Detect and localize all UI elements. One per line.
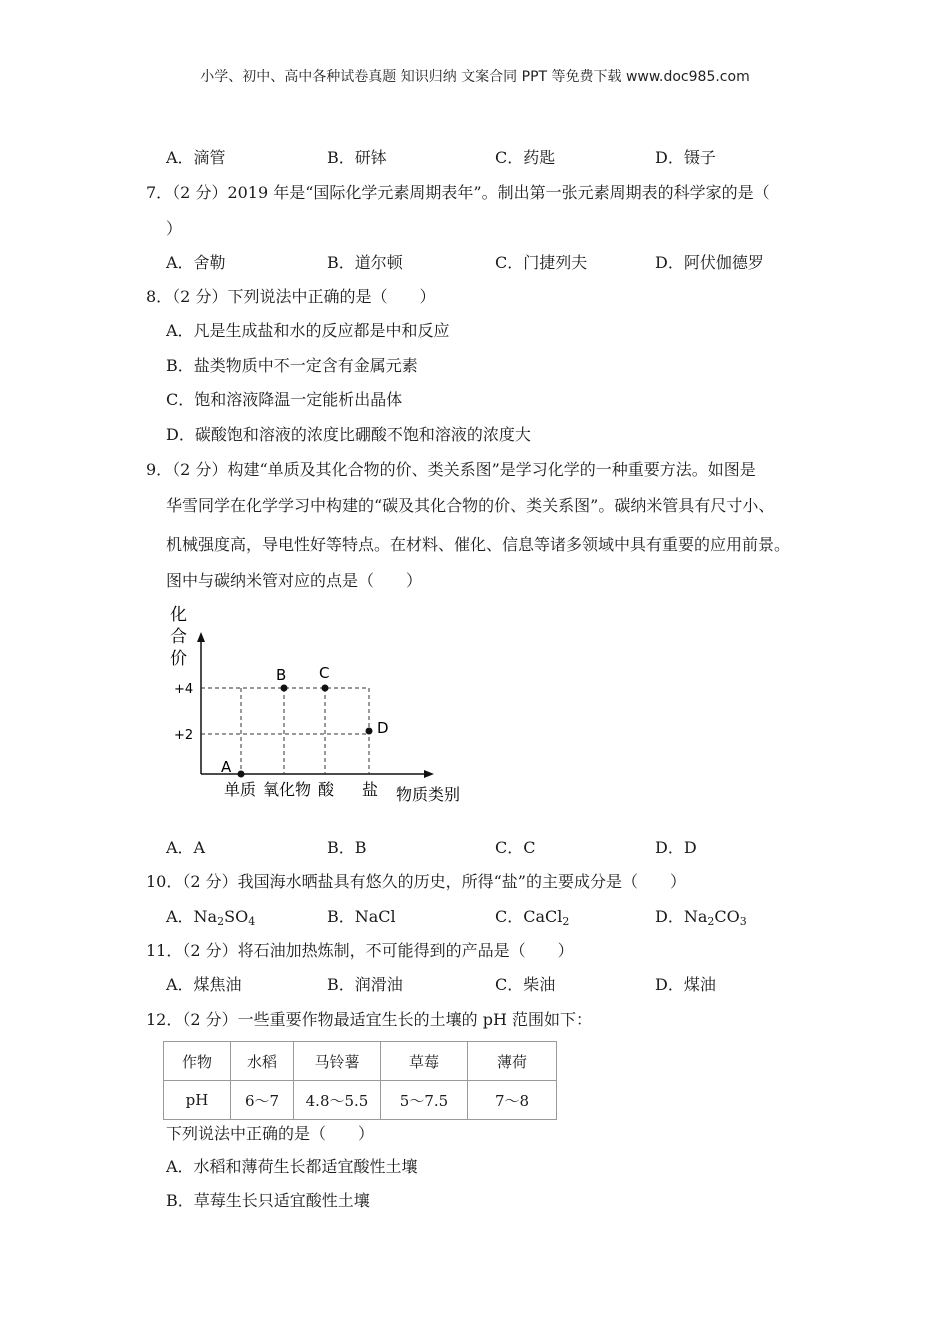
q10-option-b[interactable]: B．NaCl xyxy=(327,907,396,926)
q8-option-b[interactable]: B．盐类物质中不一定含有金属元素 xyxy=(166,356,418,375)
y-axis-label-char-3: 价 xyxy=(170,649,187,669)
table-cell: 薄荷 xyxy=(468,1042,557,1081)
table-cell: 水稻 xyxy=(231,1042,294,1081)
q9-option-b[interactable]: B．B xyxy=(327,838,367,857)
q7-stem-cont: ） xyxy=(166,219,183,238)
q11-option-a[interactable]: A．煤焦油 xyxy=(166,975,242,994)
q8-option-a[interactable]: A．凡是生成盐和水的反应都是中和反应 xyxy=(166,321,450,340)
q12-question: 下列说法中正确的是（ ） xyxy=(166,1124,375,1143)
point-label-b: B xyxy=(276,666,287,684)
q7-option-a[interactable]: A．舍勒 xyxy=(166,253,226,272)
q9-option-d[interactable]: D．D xyxy=(655,838,697,857)
table-header-row xyxy=(164,1042,557,1081)
x-axis-arrow-icon xyxy=(424,770,434,778)
q11-option-b[interactable]: B．润滑油 xyxy=(327,975,403,994)
table-cell: 草莓 xyxy=(381,1042,468,1081)
x-category-acid: 酸 xyxy=(318,780,335,799)
table-cell: 4.8～5.5 xyxy=(294,1081,381,1120)
q9-option-c[interactable]: C．C xyxy=(495,838,536,857)
q9-stem-line1: 9．（2 分）构建“单质及其化合物的价、类关系图”是学习化学的一种重要方法。如图是 xyxy=(146,460,756,479)
q10-stem: 10．（2 分）我国海水晒盐具有悠久的历史，所得“盐”的主要成分是（ ） xyxy=(146,872,686,891)
page-header-banner: 小学、初中、高中各种试卷真题 知识归纳 文案合同 PPT 等免费下载 www.doc985.com xyxy=(200,69,750,85)
q6-option-a[interactable]: A．滴管 xyxy=(166,148,226,167)
table-cell: 6～7 xyxy=(231,1081,294,1120)
q6-option-d[interactable]: D．镊子 xyxy=(655,148,716,167)
q11-option-d[interactable]: D．煤油 xyxy=(655,975,716,994)
valence-category-chart xyxy=(160,600,480,810)
q6-option-b[interactable]: B．研钵 xyxy=(327,148,387,167)
q10-option-d[interactable]: D．$Na_2CO_3$ xyxy=(655,907,747,928)
y-axis-label-char-2: 合 xyxy=(170,627,187,647)
q7-option-c[interactable]: C．门捷列夫 xyxy=(495,253,588,272)
x-category-oxide: 氧化物 xyxy=(263,780,312,799)
point-b xyxy=(281,685,288,692)
q8-option-c[interactable]: C．饱和溶液降温一定能析出晶体 xyxy=(166,390,403,409)
q11-stem: 11．（2 分）将石油加热炼制，不可能得到的产品是（ ） xyxy=(146,941,574,960)
point-c xyxy=(322,685,329,692)
q9-option-a[interactable]: A．A xyxy=(166,838,206,857)
q8-stem: 8．（2 分）下列说法中正确的是（ ） xyxy=(146,287,436,306)
q9-stem-line2: 华雪同学在化学学习中构建的“碳及其化合物的价、类关系图”。碳纳米管具有尺寸小、 xyxy=(166,496,775,515)
table-cell: 马铃薯 xyxy=(294,1042,381,1081)
table-cell: 7～8 xyxy=(468,1081,557,1120)
q12-stem: 12．（2 分）一些重要作物最适宜生长的土壤的 pH 范围如下： xyxy=(146,1010,592,1029)
y-tick-plus4: +4 xyxy=(174,682,194,697)
y-axis-label-char-1: 化 xyxy=(170,605,187,625)
q12-option-a[interactable]: A．水稻和薄荷生长都适宜酸性土壤 xyxy=(166,1157,418,1176)
point-d xyxy=(366,728,373,735)
q10-option-a[interactable]: A．$Na_2SO_4$ xyxy=(166,907,256,928)
table-row xyxy=(164,1081,557,1120)
q12-option-b[interactable]: B．草莓生长只适宜酸性土壤 xyxy=(166,1191,370,1210)
q10-option-c[interactable]: C．CaCl$_2$ xyxy=(495,907,570,928)
point-a xyxy=(238,771,245,778)
y-axis-arrow-icon xyxy=(197,632,205,642)
table-cell: 5～7.5 xyxy=(381,1081,468,1120)
point-label-a: A xyxy=(221,758,232,776)
point-label-c: C xyxy=(319,664,330,682)
q7-option-d[interactable]: D．阿伏伽德罗 xyxy=(655,253,764,272)
point-label-d: D xyxy=(377,719,389,737)
x-category-salt: 盐 xyxy=(362,780,379,799)
q6-option-c[interactable]: C．药匙 xyxy=(495,148,556,167)
q7-stem: 7．（2 分）2019 年是“国际化学元素周期表年”。制出第一张元素周期表的科学家的是（ xyxy=(146,183,770,202)
x-axis-label: 物质类别 xyxy=(396,785,461,804)
y-tick-plus2: +2 xyxy=(174,728,194,743)
q9-stem-line4: 图中与碳纳米管对应的点是（ ） xyxy=(166,571,423,590)
table-cell: pH xyxy=(164,1081,231,1120)
ph-range-table xyxy=(163,1041,557,1120)
q11-option-c[interactable]: C．柴油 xyxy=(495,975,556,994)
q9-stem-line3: 机械强度高，导电性好等特点。在材料、催化、信息等诸多领域中具有重要的应用前景。 xyxy=(166,535,791,554)
data-points xyxy=(221,664,389,778)
table-cell: 作物 xyxy=(164,1042,231,1081)
q7-option-b[interactable]: B．道尔顿 xyxy=(327,253,403,272)
x-category-element: 单质 xyxy=(224,780,257,799)
q8-option-d[interactable]: D．碳酸饱和溶液的浓度比硼酸不饱和溶液的浓度大 xyxy=(166,425,531,444)
